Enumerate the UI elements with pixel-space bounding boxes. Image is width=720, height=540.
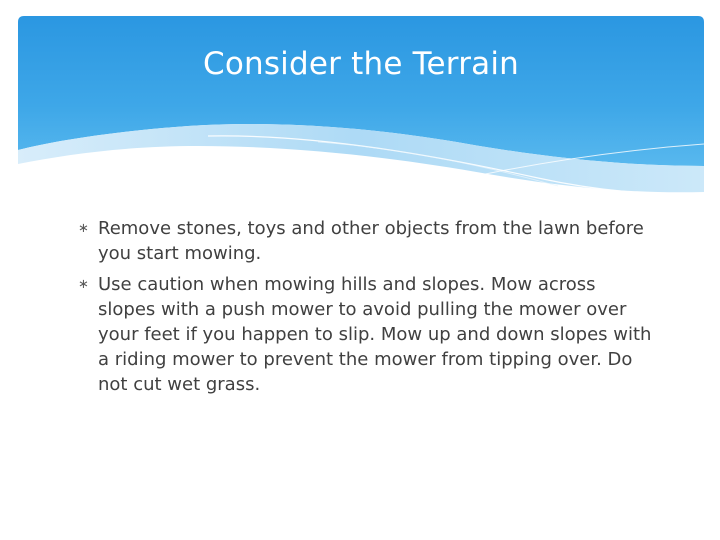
bullet-text: Use caution when mowing hills and slopes. Mow across slopes with a push mower to avoid pulling the mower over your feet if you happen to slip. Mow up and down slopes with a riding mower to prevent the mower from tipping over. Do not cut wet grass.	[98, 274, 652, 395]
asterisk-bullet-icon: ∗	[78, 277, 89, 292]
bullet-text: Remove stones, toys and other objects from the lawn before you start mowing.	[98, 218, 644, 264]
bullet-item	[78, 216, 658, 266]
content-area	[78, 216, 658, 403]
slide-title: Consider the Terrain	[202, 46, 520, 82]
header-banner	[18, 16, 704, 216]
bullet-item	[78, 272, 658, 397]
bullet-list	[78, 216, 658, 397]
asterisk-bullet-icon: ∗	[78, 221, 89, 236]
